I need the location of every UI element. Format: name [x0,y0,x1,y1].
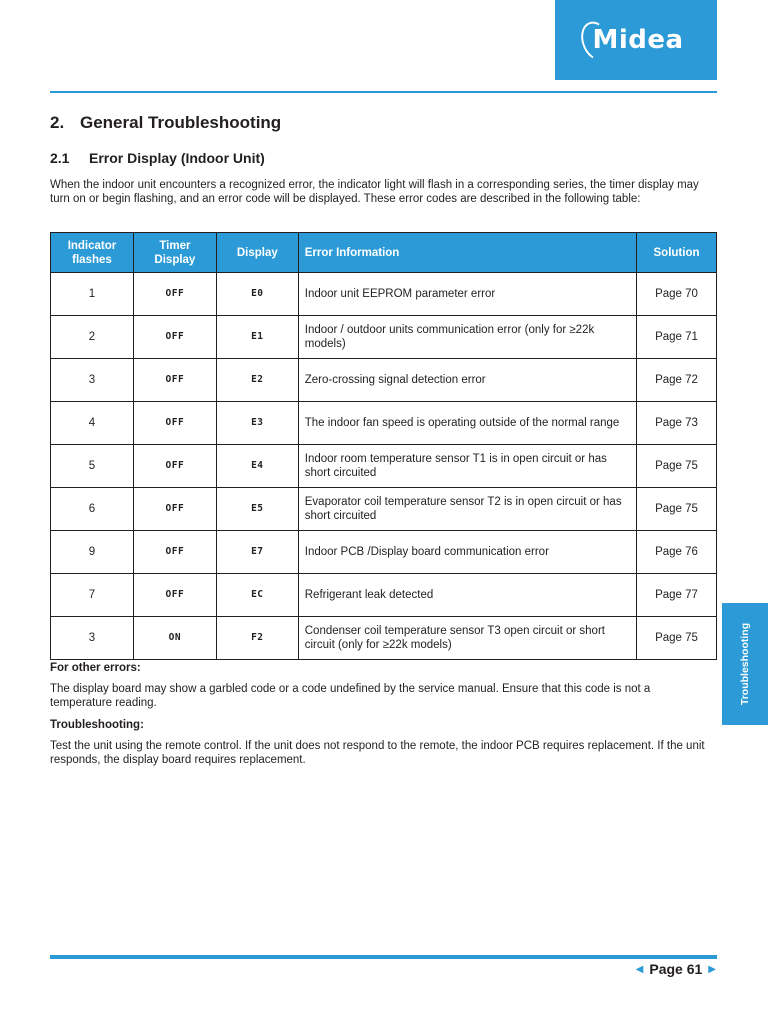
cell-error-info: Indoor unit EEPROM parameter error [298,273,636,316]
cell-error-info: Refrigerant leak detected [298,574,636,617]
cell-display-code: E5 [216,488,298,531]
cell-display-code: E2 [216,359,298,402]
cell-error-info: The indoor fan speed is operating outside of the normal range [298,402,636,445]
cell-timer: OFF [133,531,216,574]
page-number: Page 61 [649,961,703,977]
header-display: Display [216,233,298,273]
cell-timer: OFF [133,273,216,316]
header-divider [50,91,717,93]
other-errors-heading: For other errors: [50,662,141,674]
table-row [51,574,717,617]
header-solution: Solution [637,233,717,273]
footer-divider [50,955,717,959]
cell-timer: OFF [133,574,216,617]
cell-display-code: EC [216,574,298,617]
table-row [51,359,717,402]
cell-flashes: 6 [51,488,134,531]
header-indicator-flashes: Indicator flashes [51,233,134,273]
table-row [51,488,717,531]
next-page-icon[interactable]: ▶ [708,963,716,975]
cell-display-code: F2 [216,617,298,660]
cell-display-code: E7 [216,531,298,574]
cell-timer: OFF [133,316,216,359]
cell-solution: Page 73 [637,402,717,445]
cell-error-info: Indoor room temperature sensor T1 is in open circuit or has short circuited [298,445,636,488]
cell-flashes: 2 [51,316,134,359]
cell-solution: Page 75 [637,445,717,488]
cell-solution: Page 77 [637,574,717,617]
cell-timer: OFF [133,402,216,445]
cell-error-info: Condenser coil temperature sensor T3 open circuit or short circuit (only for ≥22k models) [298,617,636,660]
cell-flashes: 5 [51,445,134,488]
cell-error-info: Zero-crossing signal detection error [298,359,636,402]
cell-solution: Page 75 [637,617,717,660]
table-row [51,445,717,488]
cell-solution: Page 71 [637,316,717,359]
cell-display-code: E1 [216,316,298,359]
side-tab-label: Troubleshooting [739,622,751,706]
cell-timer: OFF [133,359,216,402]
cell-flashes: 3 [51,617,134,660]
header-timer-display: Timer Display [133,233,216,273]
table-row [51,531,717,574]
error-code-table [50,232,717,660]
subsection-title: 2.1 Error Display (Indoor Unit) [50,150,265,166]
brand-logo-text: Midea [588,25,683,55]
table-row [51,273,717,316]
section-side-tab[interactable] [722,603,768,725]
cell-flashes: 4 [51,402,134,445]
table-header-row [51,233,717,273]
cell-flashes: 7 [51,574,134,617]
cell-display-code: E4 [216,445,298,488]
cell-display-code: E0 [216,273,298,316]
troubleshooting-text: Test the unit using the remote control. If the unit does not respond to the remote, the indoor PCB requires replacement. If the unit responds, the display board requires replacement. [50,740,705,766]
previous-page-icon[interactable]: ◀ [635,963,644,975]
other-errors-text: The display board may show a garbled code or a code undefined by the service manual. Ensure that this code is not a temperature reading. [50,683,651,709]
cell-error-info: Indoor / outdoor units communication error (only for ≥22k models) [298,316,636,359]
table-row [51,402,717,445]
header-error-information: Error Information [298,233,636,273]
cell-flashes: 1 [51,273,134,316]
table-row [51,617,717,660]
cell-flashes: 3 [51,359,134,402]
cell-solution: Page 72 [637,359,717,402]
cell-timer: OFF [133,488,216,531]
cell-error-info: Indoor PCB /Display board communication error [298,531,636,574]
cell-solution: Page 75 [637,488,717,531]
page-navigation [636,961,716,977]
section-title: 2. General Troubleshooting [50,113,282,132]
cell-flashes: 9 [51,531,134,574]
cell-solution: Page 76 [637,531,717,574]
troubleshooting-heading: Troubleshooting: [50,719,144,731]
table-row [51,316,717,359]
cell-solution: Page 70 [637,273,717,316]
cell-display-code: E3 [216,402,298,445]
cell-error-info: Evaporator coil temperature sensor T2 is in open circuit or has short circuited [298,488,636,531]
cell-timer: ON [133,617,216,660]
intro-paragraph: When the indoor unit encounters a recognized error, the indicator light will flash in a corresponding series, the timer display may turn on or begin flashing, and an error code will be displayed. These error codes are described in the following table: [50,179,699,205]
cell-timer: OFF [133,445,216,488]
brand-logo [555,0,717,80]
